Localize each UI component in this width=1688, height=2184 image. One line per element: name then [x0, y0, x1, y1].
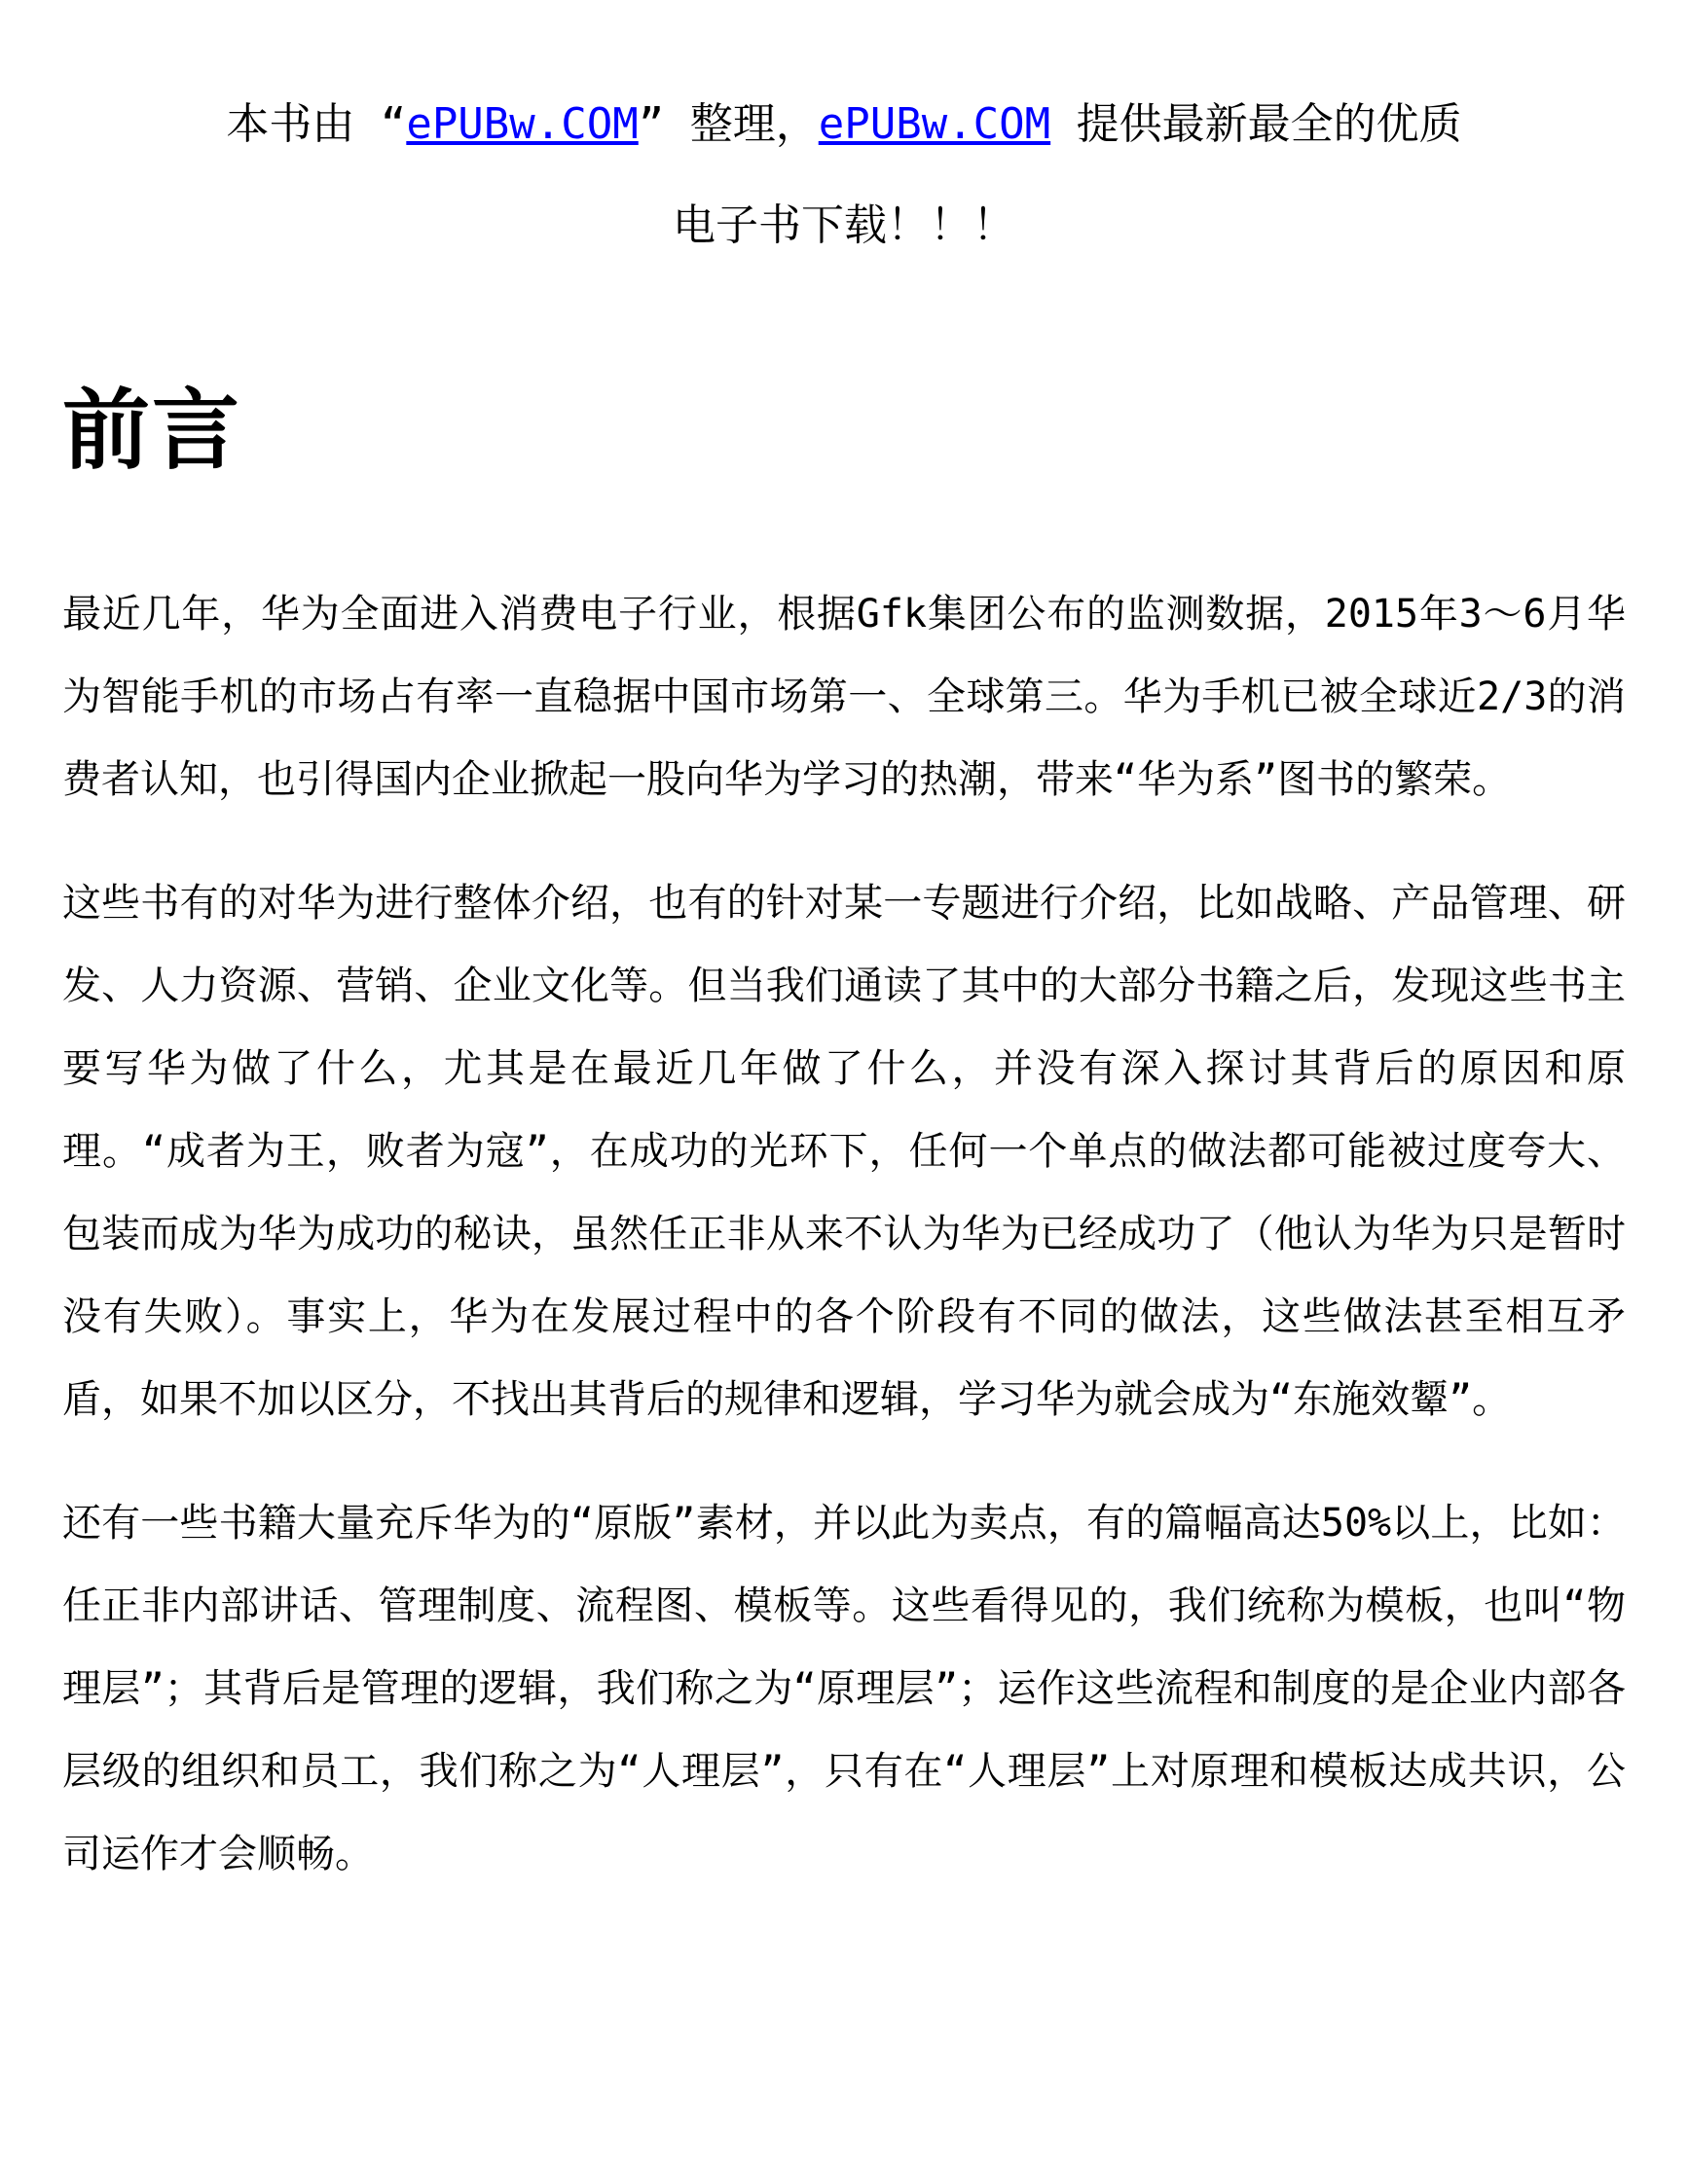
- header-notice-line1: [62, 74, 1626, 175]
- epubw-link-1[interactable]: ePUBw.COM: [406, 99, 639, 149]
- notice-prefix: 本书由 “: [226, 99, 407, 149]
- preface-heading: 前言: [62, 380, 241, 482]
- paragraph-2: 这些书有的对华为进行整体介绍，也有的针对某一专题进行介绍，比如战略、产品管理、研发、人力资源、营销、企业文化等。但当我们通读了其中的大部分书籍之后，发现这些书主要写华为做了什么，尤其是在最近几年做了什么，并没有深入探讨其背后的原因和原理。“成者为王，败者为寇”，在成功的光环下，任何一个单点的做法都可能被过度夸大、包装而成为华为成功的秘诀，虽然任正非从来不认为华为已经成功了（他认为华为只是暂时没有失败）。事实上，华为在发展过程中的各个阶段有不同的做法，这些做法甚至相互矛盾，如果不加以区分，不找出其背后的规律和逻辑，学习华为就会成为“东施效颦”。: [62, 880, 1626, 1422]
- epubw-link-2[interactable]: ePUBw.COM: [818, 99, 1051, 149]
- notice-suffix: 提供最新最全的优质: [1050, 99, 1462, 149]
- notice-mid: ” 整理，: [638, 99, 819, 149]
- paragraph-3: 还有一些书籍大量充斥华为的“原版”素材，并以此为卖点，有的篇幅高达50%以上，比如：任正非内部讲话、管理制度、流程图、模板等。这些看得见的，我们统称为模板，也叫“物理层”；其背后是管理的逻辑，我们称之为“原理层”；运作这些流程和制度的是企业内部各层级的组织和员工，我们称之为“人理层”，只有在“人理层”上对原理和模板达成共识，公司运作才会顺畅。: [62, 1500, 1626, 1876]
- header-notice-line2: 电子书下载！！！: [673, 200, 1015, 250]
- paragraph-1: 最近几年，华为全面进入消费电子行业，根据Gfk集团公布的监测数据，2015年3～6月华为智能手机的市场占有率一直稳据中国市场第一、全球第三。华为手机已被全球近2/3的消费者认知，也引得国内企业掀起一股向华为学习的热潮，带来“华为系”图书的繁荣。: [62, 591, 1626, 802]
